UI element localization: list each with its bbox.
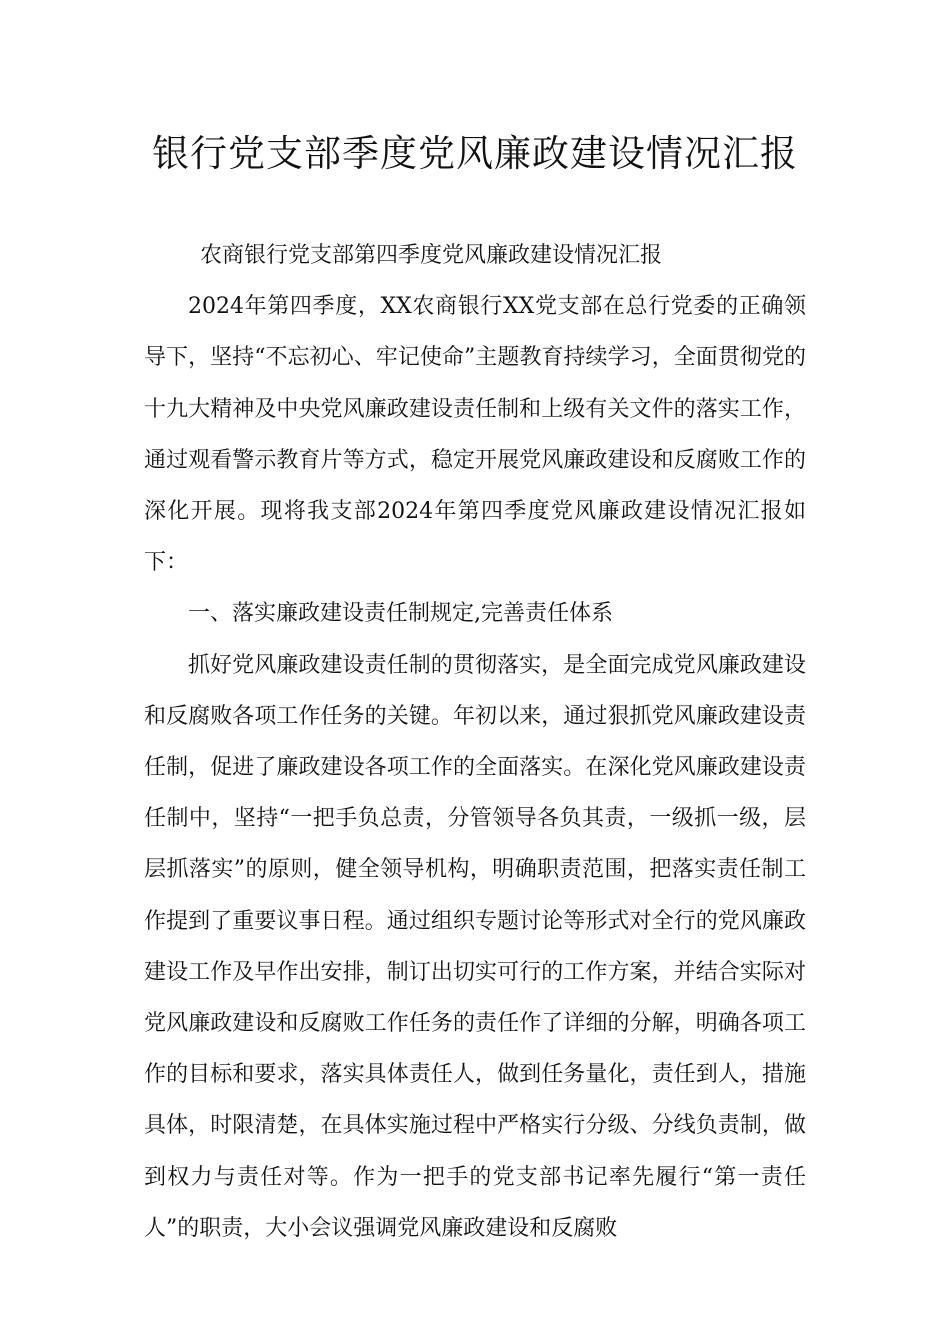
section-heading-1: 一、落实廉政建设责任制规定,完善责任体系 [188, 601, 613, 627]
document-body [144, 230, 806, 1254]
paragraph-intro: 2024年第四季度，XX农商银行XX党支部在总行党委的正确领导下，坚持“不忘初心、牢记使命”主题教育持续学习，全面贯彻党的十九大精神及中央党风廉政建设责任制和上级有关文件的落实工作，通过观看警示教育片等方式，稳定开展党风廉政建设和反腐败工作的深化开展。现将我支部2024年第四季度党风廉政建设情况汇报如下： [144, 294, 806, 576]
document-title: 银行党支部季度党风廉政建设情况汇报 [152, 132, 798, 175]
document-subtitle: 农商银行党支部第四季度党风廉政建设情况汇报 [200, 243, 663, 268]
paragraph-section-1: 抓好党风廉政建设责任制的贯彻落实，是全面完成党风廉政建设和反腐败各项工作任务的关键。年初以来，通过狠抓党风廉政建设责任制，促进了廉政建设各项工作的全面落实。在深化党风廉政建设责任制中，坚持“一把手负总责，分管领导各负其责，一级抓一级，层层抓落实”的原则，健全领导机构，明确职责范围，把落实责任制工作提到了重要议事日程。通过组织专题讨论等形式对全行的党风廉政建设工作及早作出安排，制订出切实可行的工作方案，并结合实际对党风廉政建设和反腐败工作任务的责任作了详细的分解，明确各项工作的目标和要求，落实具体责任人，做到任务量化，责任到人，措施具体，时限清楚，在具体实施过程中严格实行分级、分线负责制，做到权力与责任对等。作为一把手的党支部书记率先履行“第一责任人”的职责，大小会议强调党风廉政建设和反腐败 [144, 652, 806, 1241]
